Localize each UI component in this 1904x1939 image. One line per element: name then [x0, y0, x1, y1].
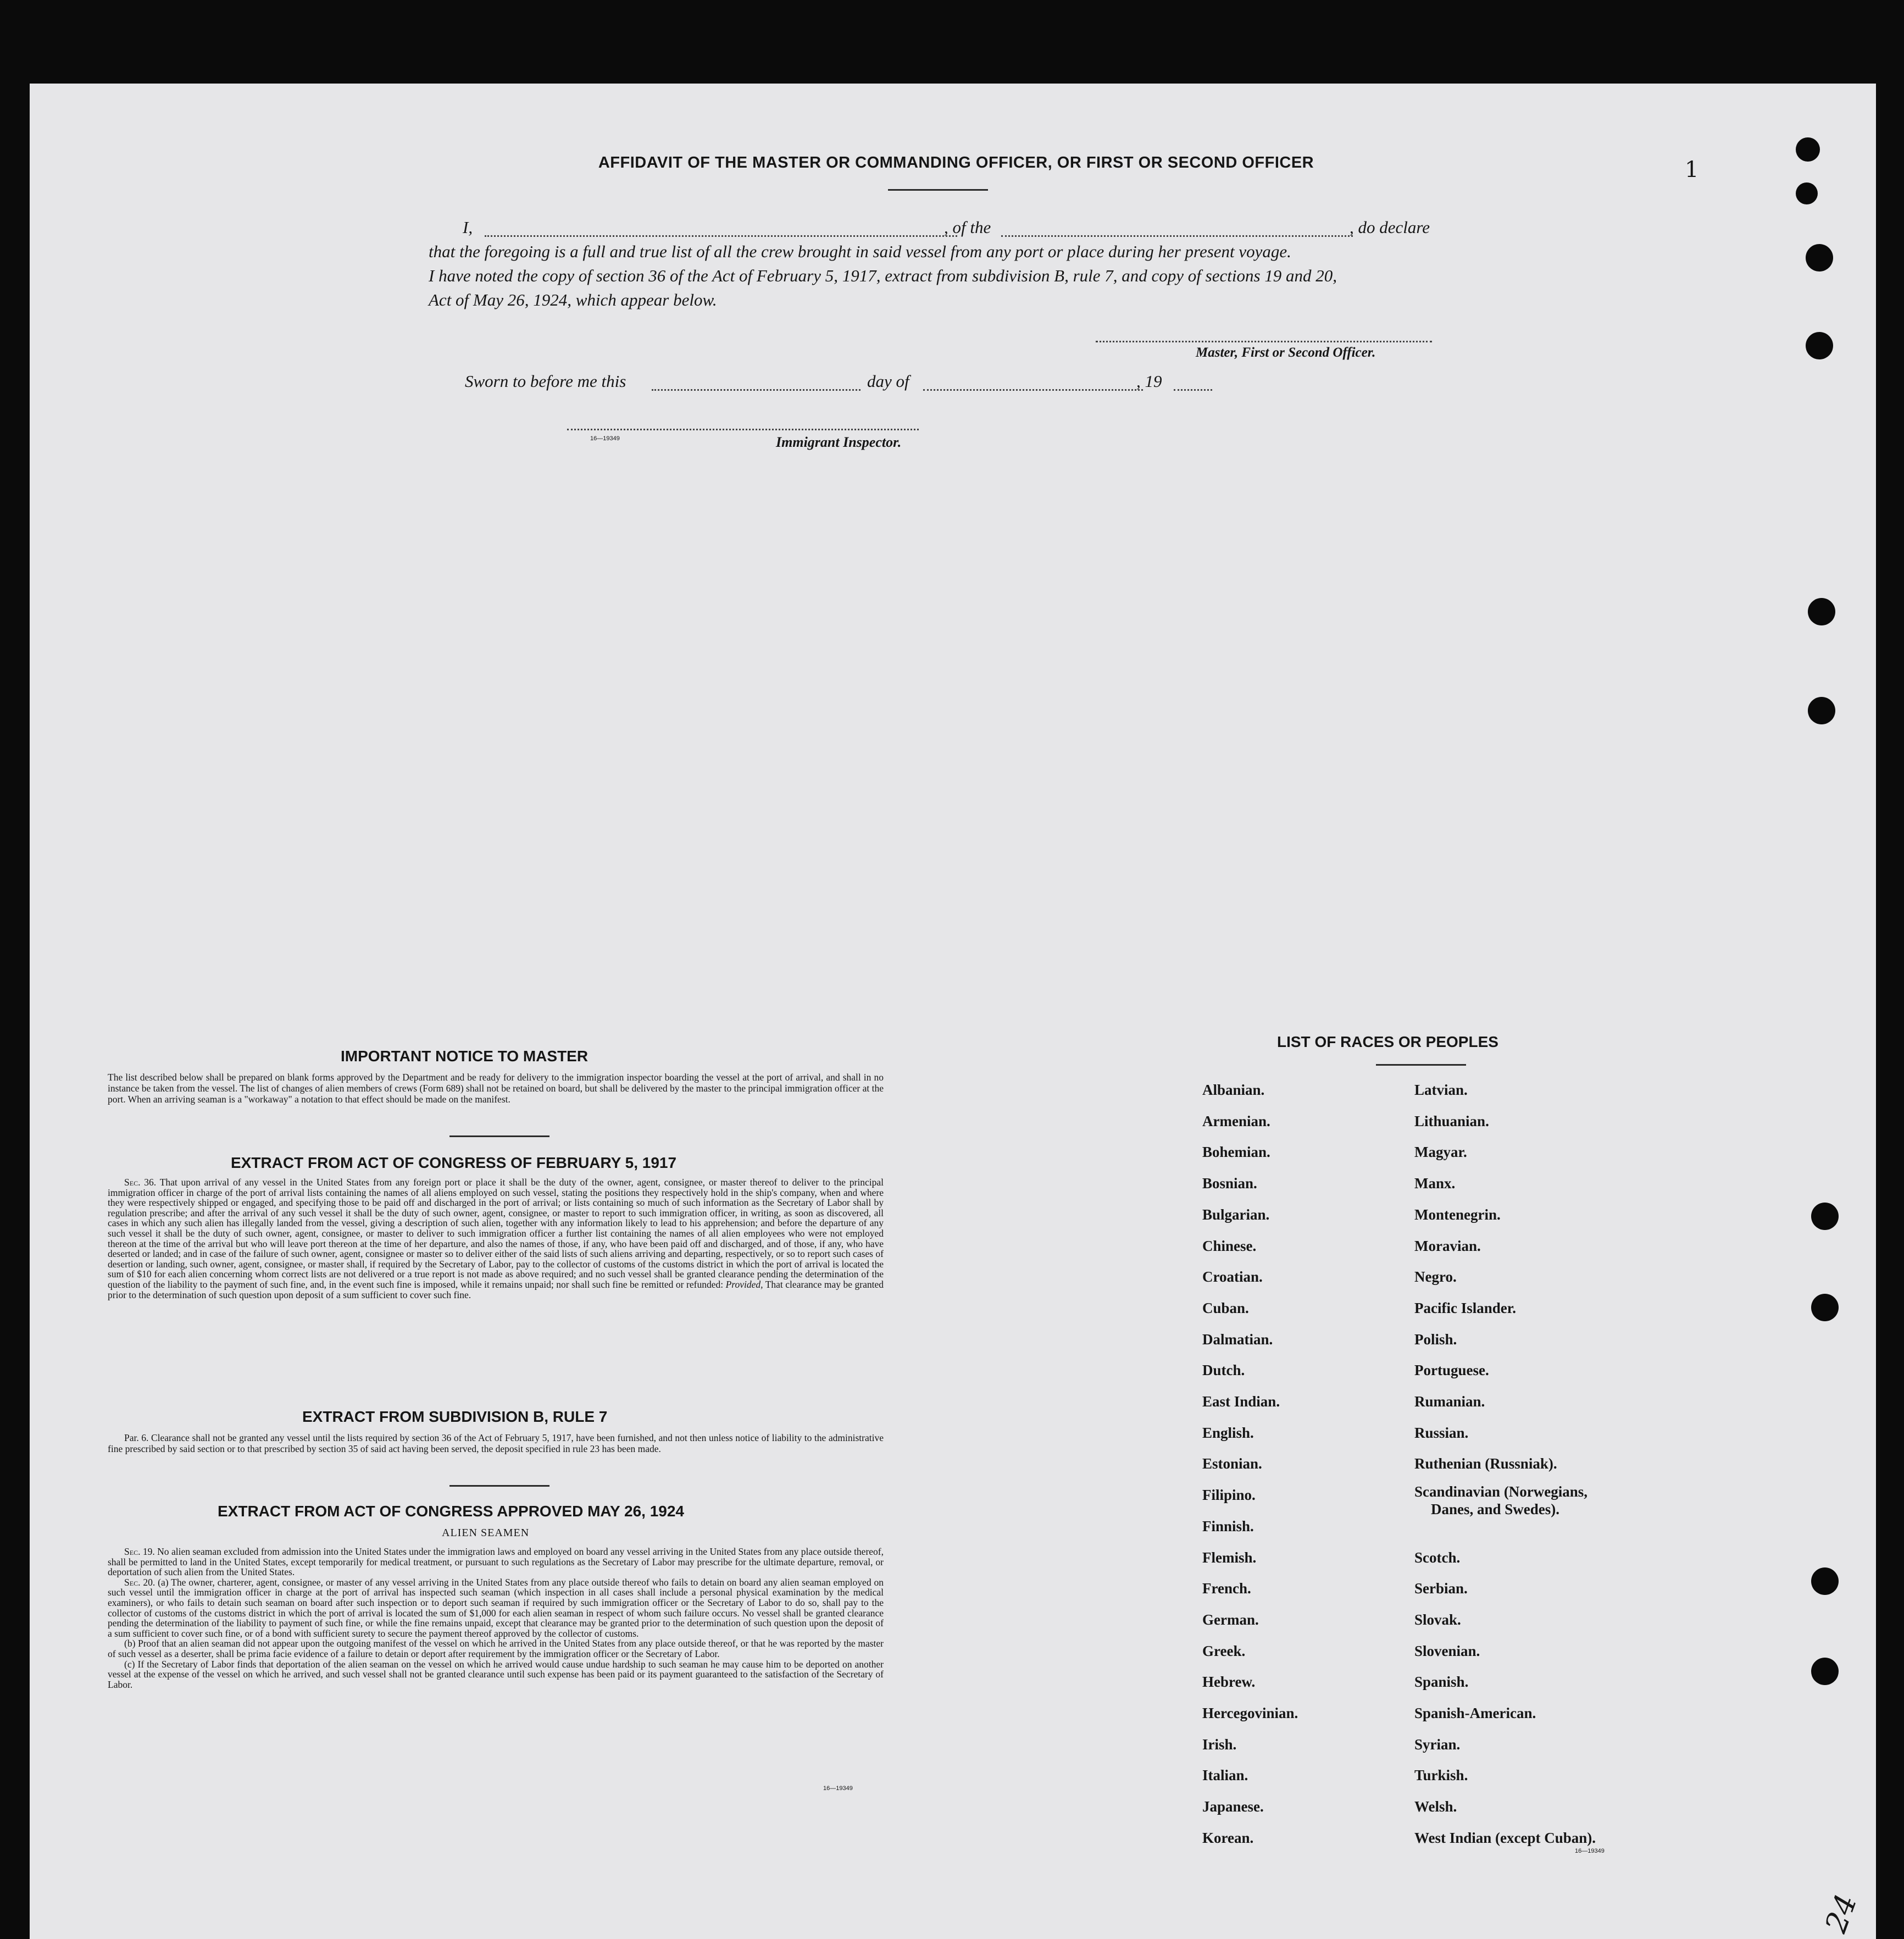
race-item: Italian.: [1202, 1767, 1248, 1784]
race-item: East Indian.: [1202, 1393, 1280, 1410]
rule7-body: Par. 6. Clearance shall not be granted any vessel until the lists required by section 36 of the Act of February 5, 1917, have been furnished, and not then unless notice of liability to the administrative fine prescribed by said section or to that prescribed by section 35 of said act having been served, the deposit specified in rule 23 has been made.: [108, 1432, 884, 1454]
race-item: Filipino.: [1202, 1487, 1256, 1504]
punch-hole: [1811, 1567, 1839, 1595]
race-item: Hercegovinian.: [1202, 1705, 1298, 1721]
decl-of-the: , of the: [944, 218, 991, 237]
race-item: Montenegrin.: [1414, 1206, 1501, 1223]
form-number: 16—19349: [590, 435, 620, 442]
extract-1924-body: [108, 1547, 884, 1689]
provided-word: Provided,: [725, 1278, 763, 1290]
declaration-line-2: that the foregoing is a full and true list of all the crew brought in said vessel from any port or place during her present voyage.: [429, 242, 1291, 261]
race-item: Polish.: [1414, 1331, 1457, 1348]
race-item: Dalmatian.: [1202, 1331, 1273, 1348]
sworn-year-label: , 19: [1136, 372, 1162, 391]
race-item: Magyar.: [1414, 1144, 1467, 1161]
sec-20-label: Sec. 20.: [124, 1576, 156, 1588]
race-item: Korean.: [1202, 1829, 1254, 1846]
sworn-day-label: day of: [867, 372, 909, 391]
race-item: Slovenian.: [1414, 1642, 1480, 1659]
race-item: Albanian.: [1202, 1082, 1265, 1098]
sec-36-label: Sec. 36.: [124, 1177, 157, 1188]
race-item: Latvian.: [1414, 1082, 1468, 1098]
race-item: Scandinavian (Norwegians,: [1414, 1483, 1588, 1500]
race-item: English.: [1202, 1424, 1254, 1441]
race-item: Spanish-American.: [1414, 1705, 1536, 1721]
race-item: French.: [1202, 1580, 1251, 1597]
sworn-year-field[interactable]: [1174, 389, 1212, 391]
rule7-title: EXTRACT FROM SUBDIVISION B, RULE 7: [302, 1408, 608, 1425]
race-item: Danes, and Swedes).: [1431, 1501, 1560, 1518]
sworn-month-field[interactable]: [923, 389, 1143, 391]
declaration-line-3: I have noted the copy of section 36 of the Act of February 5, 1917, extract from subdivision B, rule 7, and copy of sections 19 and 20,: [429, 266, 1337, 285]
signature-label: Master, First or Second Officer.: [1196, 345, 1376, 360]
inspector-label: Immigrant Inspector.: [776, 434, 902, 450]
extract-1917-body: [108, 1177, 884, 1300]
race-item: German.: [1202, 1611, 1259, 1628]
race-item: West Indian (except Cuban).: [1414, 1829, 1596, 1846]
race-item: Spanish.: [1414, 1674, 1469, 1691]
punch-hole: [1806, 244, 1833, 272]
race-item: Moravian.: [1414, 1237, 1481, 1254]
sworn-line: [465, 372, 1234, 396]
decl-do-declare: , do declare: [1350, 218, 1430, 237]
race-item: Bohemian.: [1202, 1144, 1270, 1161]
punch-hole: [1796, 182, 1818, 204]
race-item: Flemish.: [1202, 1549, 1257, 1566]
race-item: Negro.: [1414, 1268, 1457, 1286]
sec-36-text: That upon arrival of any vessel in the United States from any foreign port or place it shall be the duty of the owner, agent, consignee, or master thereof to deliver to the principal immigration officer in charge of the port of arrival lists containing the names of all aliens employed on such vessel, stating the positions they respectively hold in the ship's company, when and where they were respectively shipped or engaged, and specifying those to be paid off and discharged in the port of arrival; or lists containing so much of such information as the Secretary of Labor shall by regulation prescribe; and after the arrival of any such vessel it shall be the duty of such owner, agent, consignee, or master to report to such immigration officer, in writing, as soon as discovered, all cases in which any such alien has illegally landed from the vessel, giving a description of such alien, together with any information likely to lead to his apprehension; and before the departure of any such vessel it shall be the duty of such owner, agent, consignee, or master to deliver to such immigration officer a further list containing the names of all alien employees who were not employed thereon at the time of the arrival but who will leave port thereon at the time of her departure, and also the names of those, if any, who have been paid off and discharged, and of those, if any, who have deserted or landed; and in case of the failure of such owner, agent, consignee or master so to deliver either of the said lists of such aliens arriving and departing, respectively, or so to report such cases of desertion or landing, such owner, agent, consignee, or master shall, if required by the Secretary of Labor, pay to the collector of customs of the customs district in which the port of arrival is located the sum of $10 for each alien concerning whom correct lists are not delivered or a true report is not made as above required; and no such vessel shall be granted clearance pending the determination of the question of the liability to the payment of such fine, and, in the event such fine is imposed, while it remains unpaid; nor shall such fine be remitted or refunded:: [108, 1177, 884, 1290]
race-item: Scotch.: [1414, 1549, 1461, 1566]
affidavit-title: AFFIDAVIT OF THE MASTER OR COMMANDING OFFICER, OR FIRST OR SECOND OFFICER: [598, 154, 1314, 171]
punch-hole: [1811, 1658, 1839, 1685]
race-item: Chinese.: [1202, 1237, 1257, 1254]
form-number: 16—19349: [823, 1785, 853, 1792]
divider: [888, 189, 988, 191]
race-item: Japanese.: [1202, 1798, 1264, 1815]
notice-title: IMPORTANT NOTICE TO MASTER: [341, 1048, 589, 1065]
race-item: Lithuanian.: [1414, 1112, 1489, 1129]
race-item: Syrian.: [1414, 1736, 1461, 1753]
race-item: Bosnian.: [1202, 1175, 1257, 1192]
race-item: Rumanian.: [1414, 1393, 1485, 1410]
form-number: 16—19349: [1575, 1848, 1605, 1854]
decl-i: I,: [463, 218, 473, 237]
handwritten-mark: 1: [1685, 157, 1699, 182]
race-item: Armenian.: [1202, 1112, 1270, 1129]
declaration-line-4: Act of May 26, 1924, which appear below.: [429, 290, 717, 309]
race-item: Slovak.: [1414, 1611, 1461, 1628]
race-item: Manx.: [1414, 1175, 1456, 1192]
sec-20a-text: (a) The owner, charterer, agent, consignee, or master of any vessel arriving in the United States from any place outside thereof who fails to detain on board any alien seaman employed on such vessel until the immigration officer in charge at the port of arrival has inspected such seaman (which inspection in all cases shall include a personal physical examination by the medical examiners), or who fails to detain such seaman on board after such inspection or to deport such seaman if required by such immigration officer or the Secretary of Labor to do so, shall pay to the collector of customs of the customs district in which the port of arrival is located the sum of $1,000 for each alien seaman in respect of whom such failure occurs. No vessel shall be granted clearance pending the determination of the liability to payment of such fine, or while the fine remains unpaid, except that clearance may be granted prior to the determination of such question upon the deposit of a sum sufficient to cover such fine, or of a bond with sufficient surety to secure the payment thereof approved by the collector of customs.: [108, 1576, 884, 1639]
punch-hole: [1811, 1203, 1839, 1230]
sec-19-label: Sec. 19.: [124, 1546, 155, 1557]
divider: [449, 1135, 549, 1137]
sec-19: [108, 1547, 884, 1577]
punch-hole: [1806, 332, 1833, 359]
race-item: Greek.: [1202, 1642, 1246, 1659]
race-item: Serbian.: [1414, 1580, 1468, 1597]
race-item: Portuguese.: [1414, 1362, 1489, 1379]
race-item: Dutch.: [1202, 1362, 1245, 1379]
name-field[interactable]: [485, 235, 957, 237]
race-item: Croatian.: [1202, 1268, 1263, 1286]
race-item: Bulgarian.: [1202, 1206, 1270, 1223]
race-item: Cuban.: [1202, 1299, 1249, 1316]
punch-hole: [1808, 697, 1835, 724]
race-item: Hebrew.: [1202, 1674, 1256, 1691]
race-item: Welsh.: [1414, 1798, 1457, 1815]
race-item: Estonian.: [1202, 1455, 1262, 1472]
races-title: LIST OF RACES OR PEOPLES: [1277, 1033, 1498, 1050]
extract-1917-title: EXTRACT FROM ACT OF CONGRESS OF FEBRUARY 5, 1917: [231, 1154, 677, 1171]
punch-hole: [1811, 1294, 1839, 1321]
alien-seamen-subtitle: ALIEN SEAMEN: [442, 1527, 530, 1539]
divider: [449, 1485, 549, 1487]
notice-body: The list described below shall be prepared on blank forms approved by the Department and be ready for delivery to the immigration inspector boarding the vessel at the port of arrival, and shall in no instance be taken from the vessel. The list of changes of alien members of crews (Form 689) shall not be retained on board, but shall be delivered by the master to the principal immigration officer at the port. When an arriving seaman is a "workaway" a notation to that effect should be made on the manifest.: [108, 1072, 884, 1105]
extract-1924-title: EXTRACT FROM ACT OF CONGRESS APPROVED MAY 26, 1924: [218, 1503, 684, 1520]
handwritten-page-number: 24: [1818, 1890, 1864, 1937]
sworn-day-field[interactable]: [652, 389, 861, 391]
sec-20a: [108, 1577, 884, 1639]
sworn-prefix: Sworn to before me this: [465, 372, 626, 391]
race-item: Turkish.: [1414, 1767, 1468, 1784]
divider: [1376, 1064, 1466, 1066]
signature-line[interactable]: [1096, 341, 1432, 342]
race-item: Finnish.: [1202, 1517, 1254, 1534]
punch-hole: [1808, 598, 1835, 625]
sec-19-text: No alien seaman excluded from admission into the United States under the immigration laws and employed on board any vessel arriving in the United States from any place outside thereof, shall be permitted to land in the United States, except temporarily for medical treatment, or pursuant to such regulations as the Secretary of Labor may prescribe for the ultimate departure, removal, or deportation of such alien from the United States.: [108, 1546, 884, 1578]
sec-20b: (b) Proof that an alien seaman did not appear upon the outgoing manifest of the vessel on which he arrived in the United States from any place outside thereof, or that he was reported by the master of such vessel as a deserter, shall be prima facie evidence of a failure to detain or deport after requirement by the immigration officer or the Secretary of Labor.: [108, 1638, 884, 1659]
vessel-field[interactable]: [1001, 235, 1353, 237]
race-item: Irish.: [1202, 1736, 1237, 1753]
punch-hole: [1796, 137, 1820, 162]
sec-36-tail: That clearance may be granted prior to the determination of such question upon deposit of a sum sufficient to cover such fine.: [108, 1278, 884, 1300]
race-item: Ruthenian (Russniak).: [1414, 1455, 1557, 1472]
race-item: Russian.: [1414, 1424, 1469, 1441]
inspector-signature-line[interactable]: [567, 429, 919, 430]
sec-20c: (c) If the Secretary of Labor finds that deportation of the alien seaman on the vessel on which he arrived would cause undue hardship to such seaman he may cause him to be deported on another vessel at the expense of the vessel on which he arrived, and such vessel shall not be granted clearance until such expense has been paid or its payment guaranteed to the satisfaction of the Secretary of Labor.: [108, 1658, 884, 1690]
declaration-line-1: [463, 218, 1452, 242]
race-item: Pacific Islander.: [1414, 1299, 1516, 1316]
